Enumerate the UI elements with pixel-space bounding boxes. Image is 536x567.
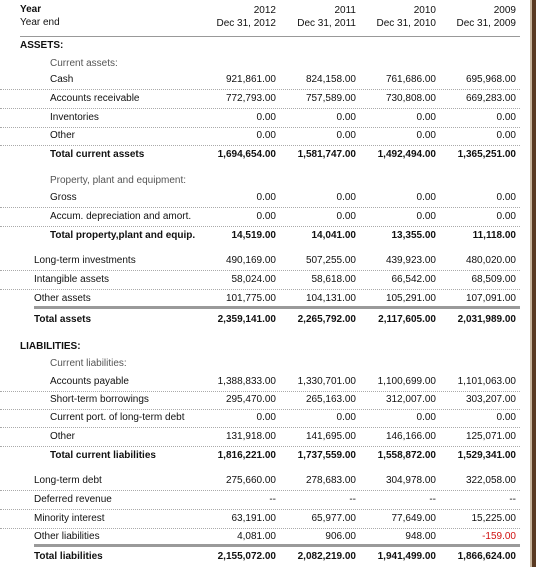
table-row	[0, 126, 520, 146]
ppe-subtitle: Property, plant and equipment:	[50, 175, 187, 186]
cell-2011: 2,265,792.00	[297, 314, 356, 325]
row-label: Total current assets	[50, 149, 145, 160]
cell-2009: 669,283.00	[465, 93, 516, 104]
cell-2009: 322,058.00	[465, 475, 516, 486]
cell-2009: 303,207.00	[465, 394, 516, 405]
table-row	[0, 390, 520, 410]
row-label: Other	[50, 431, 76, 442]
cell-2012: 1,388,833.00	[217, 376, 276, 387]
cell-2009: --	[509, 494, 516, 505]
cell-2010: 1,492,494.00	[377, 149, 436, 160]
table-row	[0, 427, 520, 447]
cell-2012: --	[269, 494, 276, 505]
cell-2011: 1,737,559.00	[297, 450, 356, 461]
cell-2011: 14,041.00	[311, 230, 356, 241]
cell-2012: 63,191.00	[231, 513, 276, 524]
cell-2011: 0.00	[336, 211, 356, 222]
row-label: Total assets	[34, 314, 92, 325]
cell-2009: 0.00	[496, 211, 516, 222]
cell-2012: 0.00	[256, 211, 276, 222]
table-row	[0, 471, 520, 491]
cell-2011: 824,158.00	[305, 74, 356, 85]
cell-2011: 141,695.00	[305, 431, 356, 442]
cell-2010: 0.00	[416, 130, 436, 141]
cell-2010: 761,686.00	[385, 74, 436, 85]
cell-2012: 772,793.00	[225, 93, 276, 104]
cell-2010: 730,808.00	[385, 93, 436, 104]
total-row	[0, 547, 520, 566]
row-label: Other assets	[34, 293, 91, 304]
cell-2012: 490,169.00	[225, 255, 276, 266]
table-row	[0, 490, 520, 510]
cell-2010: 146,166.00	[385, 431, 436, 442]
row-label: Long-term debt	[34, 475, 102, 486]
column-header-2012: 2012 Dec 31, 2012	[216, 5, 276, 29]
cell-2009: 11,118.00	[472, 230, 516, 241]
cell-2011: 1,581,747.00	[297, 149, 356, 160]
year-end-label: Year end	[20, 17, 60, 28]
cell-2012: 0.00	[256, 130, 276, 141]
cell-2009: 68,509.00	[471, 274, 516, 285]
cell-2010: 105,291.00	[385, 293, 436, 304]
cell-2009: 125,071.00	[465, 431, 516, 442]
cell-2009-negative: -159.00	[482, 531, 516, 542]
cell-2012: 921,861.00	[225, 74, 276, 85]
column-header-2010: 2010 Dec 31, 2010	[376, 5, 436, 29]
cell-2011: 0.00	[336, 412, 356, 423]
cell-2009: 480,020.00	[465, 255, 516, 266]
cell-2012: 2,359,141.00	[217, 314, 276, 325]
cell-2010: 948.00	[405, 531, 436, 542]
row-label: Long-term investments	[34, 255, 136, 266]
right-frame-edge	[532, 0, 536, 567]
column-header-2009: 2009 Dec 31, 2009	[456, 5, 516, 29]
table-row	[0, 372, 520, 392]
total-row	[0, 226, 520, 245]
row-label: Inventories	[50, 112, 99, 123]
total-divider	[34, 306, 520, 309]
cell-2012: 131,918.00	[225, 431, 276, 442]
cell-2009: 695,968.00	[465, 74, 516, 85]
cell-2009: 107,091.00	[465, 293, 516, 304]
table-row	[0, 207, 520, 227]
current-assets-subtitle: Current assets:	[50, 58, 118, 69]
cell-2009: 0.00	[496, 112, 516, 123]
cell-2010: 2,117,605.00	[378, 314, 436, 325]
table-row	[0, 70, 520, 90]
cell-2009: 1,101,063.00	[457, 376, 516, 387]
cell-2010: 312,007.00	[385, 394, 436, 405]
row-label: Other	[50, 130, 76, 141]
cell-2011: 0.00	[336, 112, 356, 123]
table-header	[0, 4, 520, 34]
year-label: Year	[20, 4, 42, 15]
cell-2012: 101,775.00	[225, 293, 276, 304]
cell-2009: 1,866,624.00	[457, 551, 516, 562]
row-label: Total property,plant and equip.	[50, 230, 196, 241]
cell-2010: 66,542.00	[391, 274, 436, 285]
row-label: Accum. depreciation and amort.	[50, 211, 192, 222]
table-row	[0, 89, 520, 109]
cell-2010: 13,355.00	[391, 230, 436, 241]
row-label: Minority interest	[34, 513, 105, 524]
cell-2012: 1,694,654.00	[217, 149, 276, 160]
row-label: Short-term borrowings	[50, 394, 149, 405]
table-row	[0, 509, 520, 529]
cell-2012: 2,155,072.00	[217, 551, 276, 562]
cell-2009: 0.00	[496, 192, 516, 203]
cell-2010: 1,558,872.00	[377, 450, 436, 461]
cell-2010: 0.00	[416, 412, 436, 423]
total-row	[0, 145, 520, 164]
cell-2012: 275,660.00	[225, 475, 276, 486]
row-label: Accounts payable	[50, 376, 129, 387]
cell-2011: 104,131.00	[305, 293, 356, 304]
column-header-2011: 2011 Dec 31, 2011	[297, 5, 356, 29]
cell-2012: 1,816,221.00	[217, 450, 276, 461]
current-liabilities-subtitle: Current liabilities:	[50, 358, 127, 369]
row-label: Deferred revenue	[34, 494, 112, 505]
cell-2011: 58,618.00	[311, 274, 356, 285]
row-label: Intangible assets	[34, 274, 110, 285]
cell-2011: 1,330,701.00	[297, 376, 356, 387]
cell-2010: 0.00	[416, 192, 436, 203]
cell-2009: 0.00	[496, 130, 516, 141]
cell-2010: 1,941,499.00	[377, 551, 436, 562]
table-row	[0, 270, 520, 290]
header-divider	[20, 36, 520, 37]
table-row	[0, 408, 520, 428]
cell-2010: 0.00	[416, 211, 436, 222]
cell-2010: 0.00	[416, 112, 436, 123]
cell-2011: 2,082,219.00	[297, 551, 356, 562]
cell-2010: 439,923.00	[385, 255, 436, 266]
cell-2011: 265,163.00	[305, 394, 356, 405]
total-row	[0, 446, 520, 465]
row-label: Current port. of long-term debt	[50, 412, 185, 423]
cell-2010: 1,100,699.00	[377, 376, 436, 387]
row-label: Total current liabilities	[50, 450, 156, 461]
cell-2012: 0.00	[256, 192, 276, 203]
row-label: Gross	[50, 192, 77, 203]
cell-2010: 77,649.00	[391, 513, 436, 524]
cell-2012: 295,470.00	[225, 394, 276, 405]
row-label: Other liabilities	[34, 531, 100, 542]
table-row	[0, 108, 520, 128]
cell-2009: 0.00	[496, 412, 516, 423]
cell-2009: 1,365,251.00	[457, 149, 516, 160]
cell-2011: 0.00	[336, 130, 356, 141]
cell-2011: 507,255.00	[305, 255, 356, 266]
cell-2009: 1,529,341.00	[457, 450, 516, 461]
cell-2011: --	[349, 494, 356, 505]
cell-2011: 0.00	[336, 192, 356, 203]
cell-2011: 906.00	[325, 531, 356, 542]
row-label: Total liabilities	[34, 551, 103, 562]
row-label: Accounts receivable	[50, 93, 140, 104]
cell-2012: 4,081.00	[237, 531, 276, 542]
table-row	[0, 188, 520, 208]
cell-2009: 2,031,989.00	[457, 314, 516, 325]
cell-2010: 304,978.00	[385, 475, 436, 486]
cell-2011: 65,977.00	[311, 513, 356, 524]
assets-section-title: ASSETS:	[20, 40, 64, 51]
cell-2012: 0.00	[256, 412, 276, 423]
cell-2012: 0.00	[256, 112, 276, 123]
cell-2012: 14,519.00	[231, 230, 276, 241]
cell-2011: 278,683.00	[305, 475, 356, 486]
liabilities-section-title: LIABILITIES:	[20, 341, 81, 352]
right-frame-border	[530, 0, 532, 567]
total-row	[0, 310, 520, 329]
cell-2009: 15,225.00	[471, 513, 516, 524]
cell-2010: --	[429, 494, 436, 505]
cell-2011: 757,589.00	[305, 93, 356, 104]
table-row	[0, 251, 520, 271]
cell-2012: 58,024.00	[231, 274, 276, 285]
row-label: Cash	[50, 74, 74, 85]
